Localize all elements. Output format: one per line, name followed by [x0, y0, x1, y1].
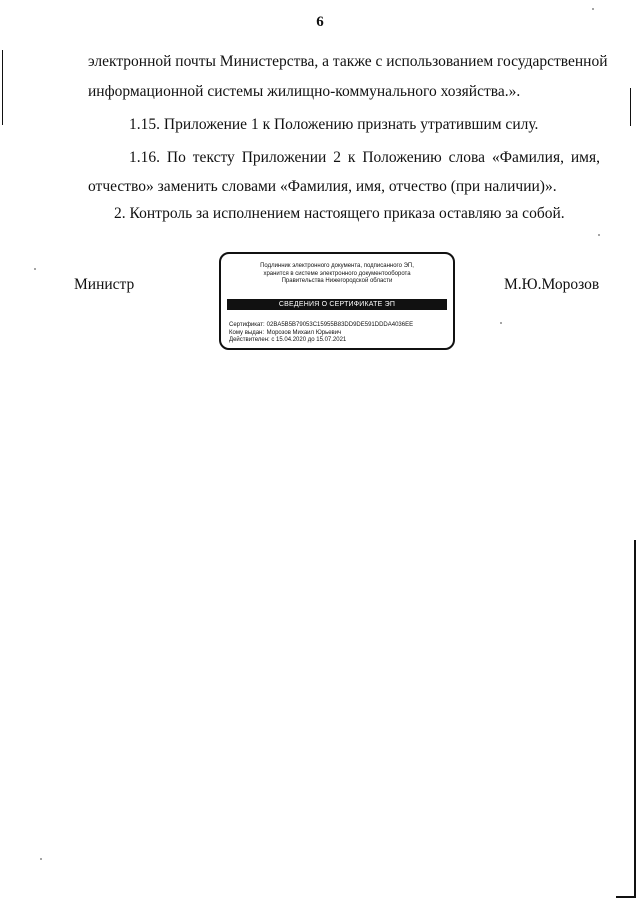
paragraph-1-16-line-2: отчество» заменить словами «Фамилия, имя, отчество (при наличии)». [88, 178, 557, 195]
valid-value: с 15.04.2020 до 15.07.2021 [271, 337, 347, 343]
issued-to-value: Морозов Михаил Юрьевич [266, 329, 342, 336]
stamp-header-line: Подлинник электронного документа, подписанного ЭП, [260, 263, 414, 269]
paragraph-1-line-2: информационной системы жилищно-коммунального хозяйства.». [88, 83, 521, 100]
scan-speck [40, 858, 42, 860]
certificate-label: Сертификат: [229, 322, 265, 328]
issued-to-label: Кому выдан: [229, 329, 265, 336]
paragraph-2-control: 2. Контроль за исполнением настоящего приказа оставляю за собой. [114, 205, 565, 222]
scan-speck [34, 268, 36, 270]
stamp-issued-to-row [229, 330, 413, 338]
stamp-certificate-bar: СВЕДЕНИЯ О СЕРТИФИКАТЕ ЭП [227, 299, 447, 310]
page-number: 6 [316, 14, 324, 30]
paragraph-1-15: 1.15. Приложение 1 к Положению признать утратившим силу. [129, 116, 539, 133]
electronic-signature-stamp [219, 252, 455, 350]
right-scan-edge-lower [634, 540, 636, 898]
left-scan-edge [2, 50, 3, 125]
scan-speck [500, 322, 502, 324]
paragraph-1-line-1: электронной почты Министерства, а также с использованием государственной [88, 53, 608, 70]
scan-speck [598, 234, 600, 236]
stamp-header-line: хранится в системе электронного документооборота [263, 270, 411, 277]
signatory-name: М.Ю.Морозов [504, 276, 600, 293]
scan-speck [592, 8, 594, 10]
stamp-certificate-row [229, 322, 413, 330]
bottom-scan-edge [616, 896, 636, 898]
stamp-header [221, 263, 453, 286]
right-scan-edge-upper [630, 88, 631, 126]
certificate-value: 02BA5B5B79053C15955B83DD9DE591DDDA4036EE [266, 322, 414, 328]
stamp-certificate-details [229, 322, 413, 345]
stamp-header-line: Правительства Нижегородской области [281, 278, 393, 284]
stamp-valid-row [229, 337, 413, 345]
valid-label: Действителен: [229, 337, 270, 343]
paragraph-1-16-line-1: 1.16. По тексту Приложении 2 к Положению слова «Фамилия, имя, [129, 149, 600, 166]
signatory-title: Министр [74, 276, 135, 293]
